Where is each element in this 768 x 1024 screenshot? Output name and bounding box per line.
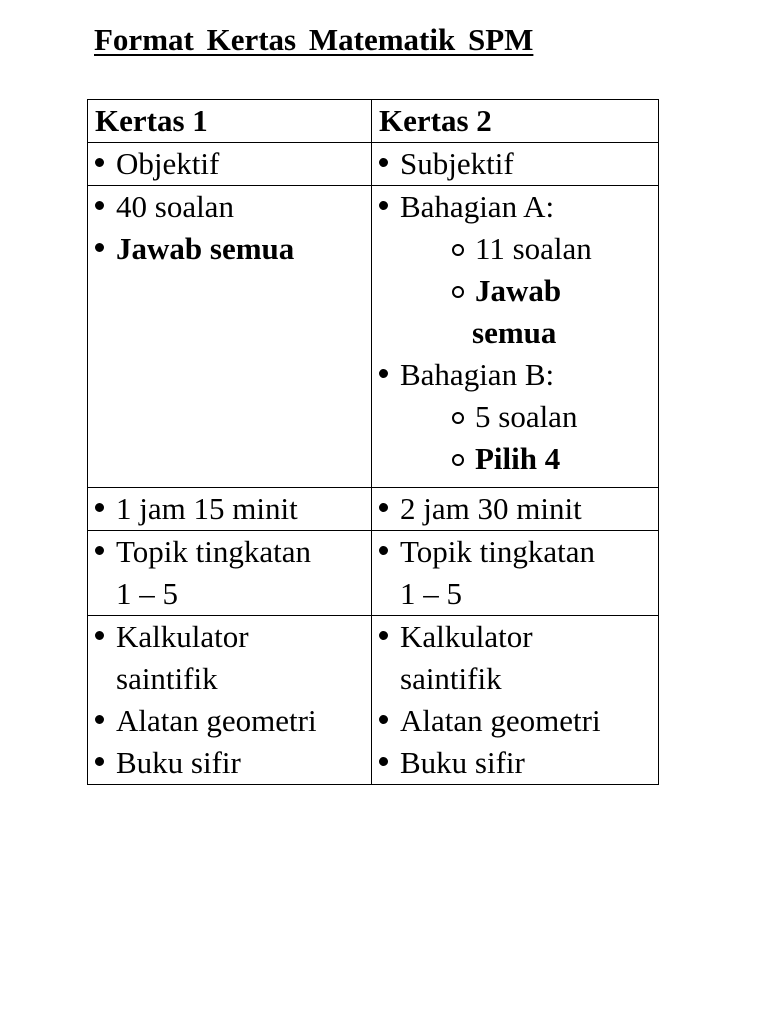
bullet-icon bbox=[95, 488, 104, 530]
cell-kertas-1-tools bbox=[88, 616, 372, 785]
sub-list-item bbox=[379, 270, 658, 312]
item-text: Topik tingkatan bbox=[116, 534, 311, 569]
table-row-duration bbox=[88, 488, 659, 531]
bullet-icon bbox=[379, 354, 388, 396]
bullet-icon bbox=[95, 700, 104, 742]
hollow-bullet-icon bbox=[452, 438, 464, 480]
list-item bbox=[95, 616, 371, 658]
cell-kertas-1-type bbox=[88, 143, 372, 186]
bullet-icon bbox=[379, 742, 388, 784]
list-item bbox=[379, 742, 658, 784]
list-item bbox=[95, 700, 371, 742]
exam-format-table bbox=[87, 99, 659, 785]
list-item bbox=[95, 742, 371, 784]
bullet-icon bbox=[379, 700, 388, 742]
table-header-row bbox=[88, 100, 659, 143]
section-b-label: Bahagian B: bbox=[400, 357, 555, 392]
item-text: Alatan geometri bbox=[116, 703, 317, 738]
item-text-continuation: saintifik bbox=[116, 661, 218, 696]
item-text: 5 soalan bbox=[475, 399, 578, 434]
item-text-continuation: 1 – 5 bbox=[400, 576, 462, 611]
list-item bbox=[95, 228, 371, 270]
cell-kertas-1-questions bbox=[88, 186, 372, 488]
item-text-continuation: semua bbox=[472, 315, 557, 350]
item-text: Jawab semua bbox=[116, 231, 295, 266]
list-item bbox=[379, 700, 658, 742]
sub-list-item bbox=[379, 396, 658, 438]
cell-kertas-1-topics bbox=[88, 531, 372, 616]
item-text: Buku sifir bbox=[400, 745, 525, 780]
list-item bbox=[379, 143, 658, 185]
document-title: Format Kertas Matematik SPM bbox=[94, 22, 534, 57]
list-item bbox=[379, 354, 658, 396]
list-item bbox=[95, 488, 371, 530]
cell-kertas-2-duration bbox=[372, 488, 659, 531]
bullet-icon bbox=[95, 228, 104, 270]
bullet-icon bbox=[95, 531, 104, 573]
hollow-bullet-icon bbox=[452, 396, 464, 438]
bullet-icon bbox=[379, 488, 388, 530]
bullet-icon bbox=[379, 531, 388, 573]
sub-list-item bbox=[379, 438, 658, 480]
bullet-icon bbox=[95, 143, 104, 185]
item-text: Buku sifir bbox=[116, 745, 241, 780]
hollow-bullet-icon bbox=[452, 270, 464, 312]
item-text: Subjektif bbox=[400, 146, 514, 181]
cell-kertas-2-questions bbox=[372, 186, 659, 488]
item-text: 11 soalan bbox=[475, 231, 592, 266]
sub-list-item bbox=[379, 228, 658, 270]
section-a-label: Bahagian A: bbox=[400, 189, 555, 224]
bullet-icon bbox=[379, 186, 388, 228]
item-text: 2 jam 30 minit bbox=[400, 491, 582, 526]
list-item bbox=[95, 531, 371, 573]
bullet-icon bbox=[379, 616, 388, 658]
item-text: Topik tingkatan bbox=[400, 534, 595, 569]
item-text: 1 jam 15 minit bbox=[116, 491, 298, 526]
table-row-tools bbox=[88, 616, 659, 785]
list-item bbox=[95, 143, 371, 185]
list-item bbox=[379, 616, 658, 658]
table-row-type bbox=[88, 143, 659, 186]
item-text: Kalkulator bbox=[400, 619, 533, 654]
bullet-icon bbox=[95, 616, 104, 658]
cell-kertas-1-duration bbox=[88, 488, 372, 531]
cell-kertas-2-tools bbox=[372, 616, 659, 785]
item-text: Jawab bbox=[475, 273, 562, 308]
cell-kertas-2-type bbox=[372, 143, 659, 186]
list-item bbox=[95, 186, 371, 228]
cell-kertas-2-topics bbox=[372, 531, 659, 616]
hollow-bullet-icon bbox=[452, 228, 464, 270]
item-text: 40 soalan bbox=[116, 189, 234, 224]
header-kertas-1: Kertas 1 bbox=[88, 100, 372, 143]
item-text: Pilih 4 bbox=[475, 441, 561, 476]
bullet-icon bbox=[95, 742, 104, 784]
table-row-topics bbox=[88, 531, 659, 616]
header-kertas-2: Kertas 2 bbox=[372, 100, 659, 143]
item-text-continuation: 1 – 5 bbox=[116, 576, 178, 611]
table-row-questions bbox=[88, 186, 659, 488]
bullet-icon bbox=[95, 186, 104, 228]
item-text: Alatan geometri bbox=[400, 703, 601, 738]
list-item bbox=[379, 186, 658, 228]
item-text-continuation: saintifik bbox=[400, 661, 502, 696]
bullet-icon bbox=[379, 143, 388, 185]
list-item bbox=[379, 488, 658, 530]
list-item bbox=[379, 531, 658, 573]
item-text: Objektif bbox=[116, 146, 220, 181]
item-text: Kalkulator bbox=[116, 619, 249, 654]
